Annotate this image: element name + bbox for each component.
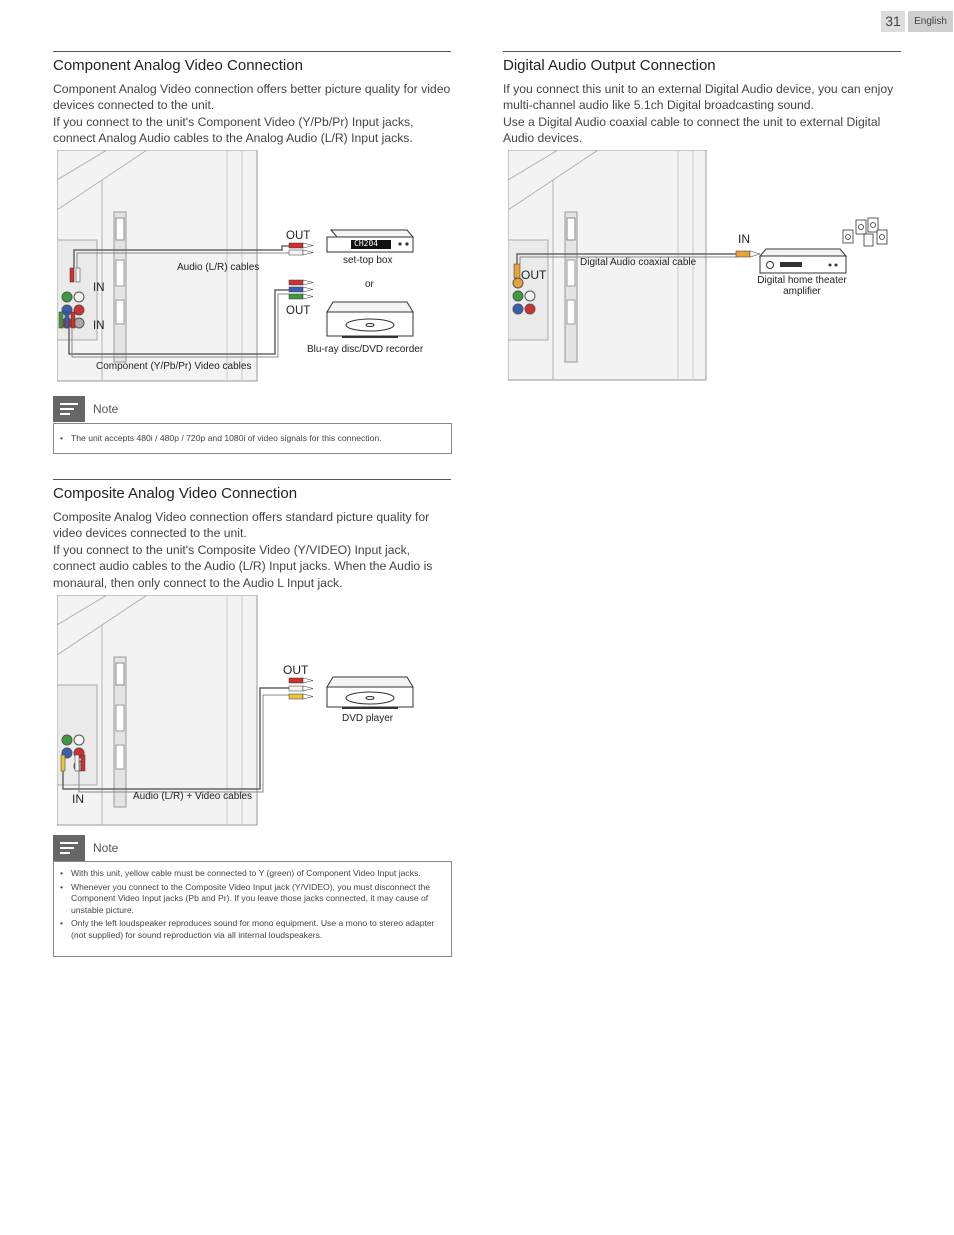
page-number: 31: [881, 11, 905, 32]
section-rule: [53, 51, 451, 52]
paragraph: If you connect this unit to an external Digital Audio device, you can enjoy multi-channel audio like 5.1ch Digital broadcasting sound.: [503, 82, 894, 113]
section-rule: [53, 479, 451, 480]
note-label: Note: [93, 402, 119, 416]
page-language: English: [908, 11, 953, 32]
dvd-player-label: DVD player: [342, 713, 394, 724]
out-label: OUT: [283, 663, 309, 677]
digital-diagram: [508, 150, 898, 382]
amplifier-label: [748, 275, 856, 297]
digital-diagram-art: [508, 150, 898, 382]
in-label: IN: [738, 232, 750, 246]
section-title: Component Analog Video Connection: [53, 57, 303, 74]
section-title: Composite Analog Video Connection: [53, 485, 298, 502]
note-item: • Only the left loudspeaker reproduces sound for mono equipment. Use a mono to stereo adapter (not supplied) for sound reproduction via all internal loudspeakers.: [60, 918, 443, 941]
in-label: IN: [72, 792, 84, 806]
note-box: [53, 423, 452, 454]
paragraph: If you connect to the unit's Component Video (Y/Pb/Pr) Input jacks, connect Analog Audio cables to the Analog Audio (L/R) Input jacks.: [53, 114, 414, 146]
amplifier-label-line2: amplifier: [783, 286, 821, 297]
settop-box-label: set-top box: [343, 255, 393, 266]
note-item: • The unit accepts 480i / 480p / 720p and 1080i of video signals for this connection.: [60, 433, 443, 445]
paragraph: Composite Analog Video connection offers standard picture quality for video devices connected to the unit.: [53, 510, 430, 541]
paragraph: If you connect to the unit's Composite Video (Y/VIDEO) Input jack, connect audio cables to the Audio (L/R) Input jacks. When the Audio is monaural, then only connect to the Audio L Input jack.: [53, 542, 433, 590]
settop-display: CH204: [354, 239, 379, 248]
paragraph: Use a Digital Audio coaxial cable to connect the unit to external Digital Audio devices.: [503, 114, 881, 146]
section-title: Digital Audio Output Connection: [503, 57, 716, 74]
paragraph: Component Analog Video connection offers better picture quality for video devices connected to the unit.: [53, 82, 451, 113]
component-section: [53, 51, 451, 147]
digital-section: [503, 51, 901, 147]
bluray-label: Blu-ray disc/DVD recorder: [307, 344, 424, 355]
amplifier-label-line1: Digital home theater: [757, 275, 847, 286]
composite-diagram: [57, 595, 447, 827]
in-label: IN: [93, 320, 105, 332]
coaxial-cable-label: Digital Audio coaxial cable: [580, 257, 697, 268]
note-item: • Whenever you connect to the Composite Video Input jack (Y/VIDEO), you must disconnect the Component Video Input jacks (Pb and Pr). If you leave those jacks connected, it may cause of unstable picture.: [60, 882, 443, 917]
component-diagram: [57, 150, 447, 382]
section-body: [53, 509, 451, 591]
composite-section: [53, 479, 451, 591]
note-header: [53, 396, 253, 422]
note-item: • With this unit, yellow cable must be connected to Y (green) of Component Video Input jacks.: [60, 868, 443, 880]
cables-label: Audio (L/R) + Video cables: [133, 791, 253, 802]
in-label: IN: [93, 282, 105, 294]
note-icon: [53, 396, 85, 422]
section-body: [503, 81, 901, 147]
or-label: or: [365, 279, 374, 290]
out-label: OUT: [286, 305, 311, 317]
note-box: [53, 861, 452, 957]
video-cables-label: Component (Y/Pb/Pr) Video cables: [96, 361, 252, 372]
section-rule: [503, 51, 901, 52]
out-label: OUT: [286, 230, 311, 242]
note-icon: [53, 835, 85, 861]
note-header: [53, 835, 253, 861]
note-label: Note: [93, 841, 119, 855]
out-label: OUT: [521, 268, 547, 282]
section-body: [53, 81, 451, 147]
audio-cables-label: Audio (L/R) cables: [177, 262, 260, 273]
